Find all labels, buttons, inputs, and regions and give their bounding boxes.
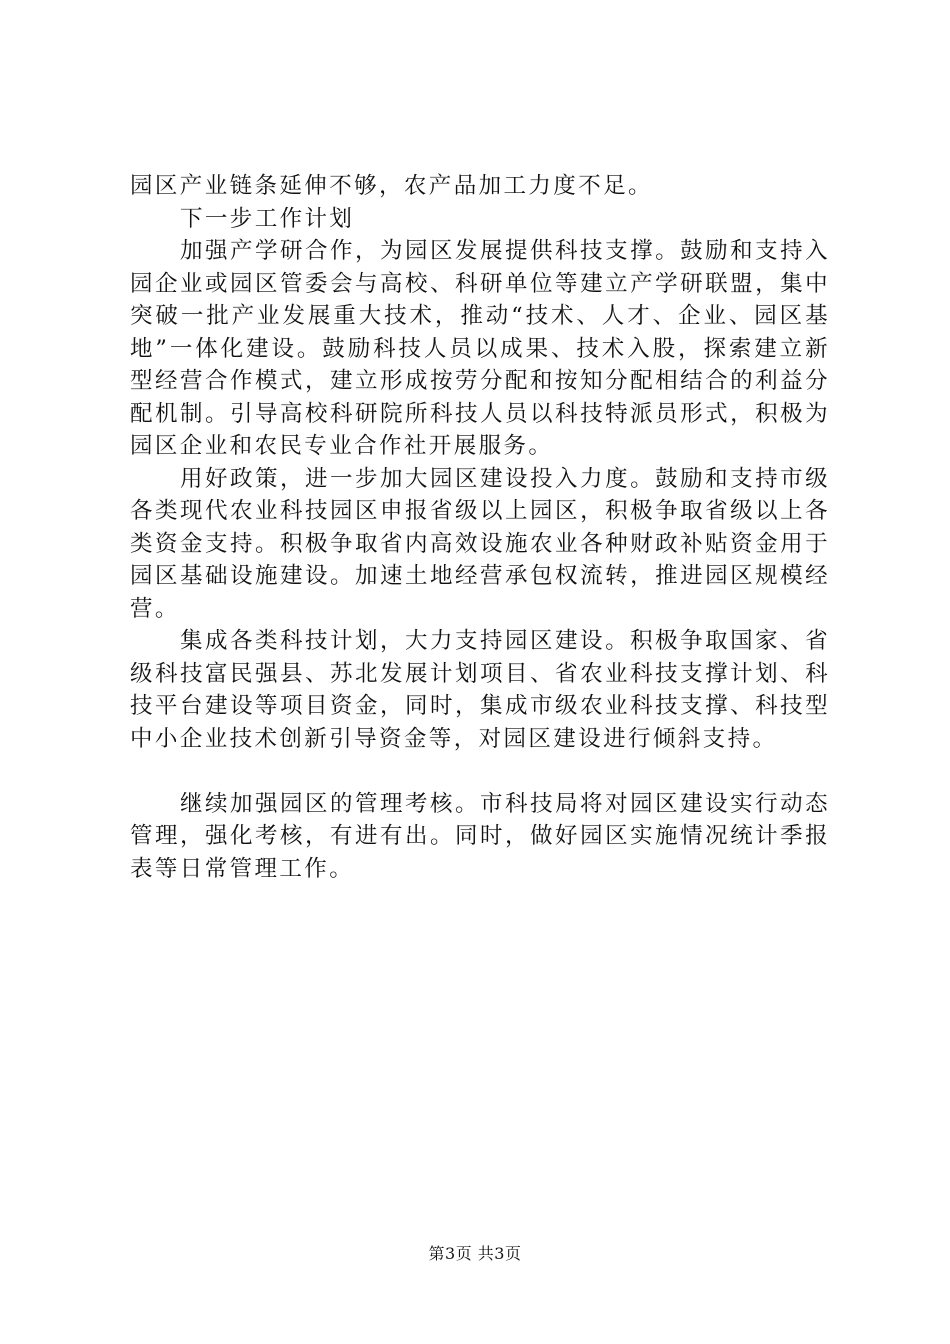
paragraph-management-assessment: 继续加强园区的管理考核。市科技局将对园区建设实行动态管理，强化考核，有进有出。同时，做好园区实施情况统计季报表等日常管理工作。 <box>130 790 830 882</box>
page-number-footer: 第3页 共3页 <box>428 1244 522 1263</box>
paragraph-research-cooperation: 加强产学研合作，为园区发展提供科技支撑。鼓励和支持入园企业或园区管委会与高校、科研单位等建立产学研联盟，集中突破一批产业发展重大技术，推动“技术、人才、企业、园区基地”一体化建设。鼓励科技人员以成果、技术入股，探索建立新型经营合作模式，建立形成按劳分配和按知分配相结合的利益分配机制。引导高校科研院所科技人员以科技特派员形式，积极为园区企业和农民专业合作社开展服务。 <box>130 238 830 459</box>
paragraph-tech-plans: 集成各类科技计划，大力支持园区建设。积极争取国家、省级科技富民强县、苏北发展计划项目、省农业科技支撑计划、科技平台建设等项目资金，同时，集成市级农业科技支撑、科技型中小企业技术创新引导资金等，对园区建设进行倾斜支持。 <box>130 628 830 752</box>
paragraph-policy-investment: 用好政策，进一步加大园区建设投入力度。鼓励和支持市级各类现代农业科技园区申报省级以上园区，积极争取省级以上各类资金支持。积极争取省内高效设施农业各种财政补贴资金用于园区基础设施建设。加速土地经营承包权流转，推进园区规模经营。 <box>130 465 830 622</box>
section-heading: 下一步工作计划 <box>180 205 355 232</box>
paragraph-continuation: 园区产业链条延伸不够，农产品加工力度不足。 <box>130 173 653 199</box>
document-body <box>130 170 830 885</box>
